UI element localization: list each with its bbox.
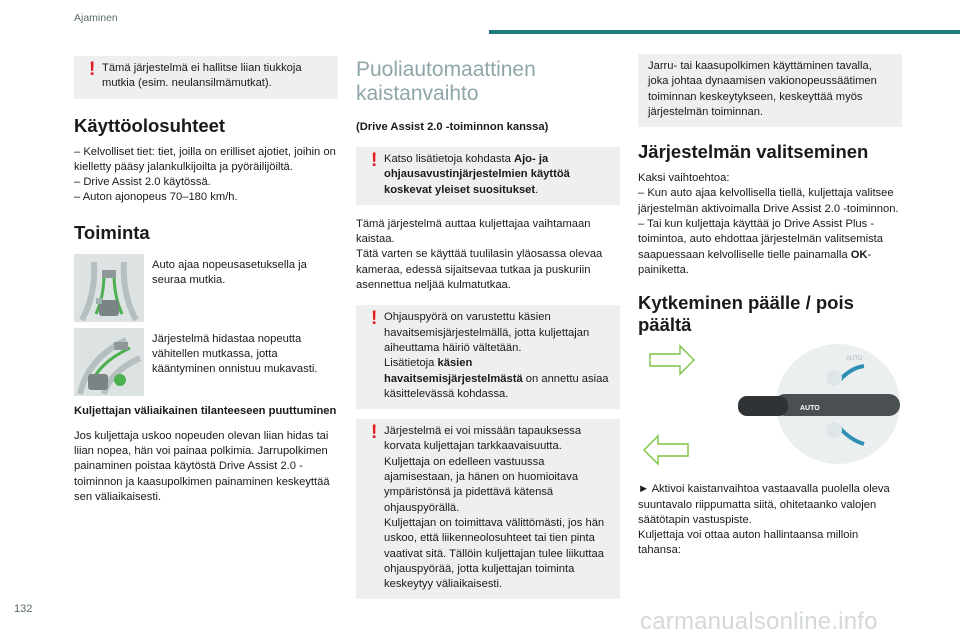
section-title: Puoliautomaattinen kaistanvaihto — [356, 58, 536, 105]
warning-suffix: on annettu asiaa käsittelevässä kohdassa. — [384, 372, 609, 400]
note-text: Jarru- tai kaasupolkimen käyttäminen tavalla, joka johtaa dynaamisen vakionopeussäätimen toiminnan keskeytykseen, keskeyttää myös järjestelmän toiminnan. — [648, 60, 877, 118]
warning-icon: ! — [89, 59, 96, 80]
warning-box — [74, 56, 338, 99]
warning-icon: ! — [371, 150, 378, 171]
warning-icon: ! — [371, 308, 378, 330]
curve-road-illustration — [74, 254, 144, 322]
operation-item — [74, 328, 338, 396]
activation-text: ► Aktivoi kaistanvaihtoa vastaavalla puolella oleva suuntavalo riippumatta siitä, ohitetaanko valojen säätötapin vastuspiste. Kuljettaja voi ottaa auton hallintaansa milloin tahansa: — [638, 483, 890, 557]
warning-box — [356, 419, 620, 599]
operation-item — [74, 254, 338, 322]
warning-prefix: Ohjauspyörä on varustettu käsien havaitsemisjärjestelmällä, jotta kuljettajan aiheuttama häiriö vältetään. Lisätietoja — [384, 311, 590, 370]
section-header: Ajaminen — [74, 12, 118, 24]
operation-text: Auto ajaa nopeusasetuksella ja seuraa mutkia. — [152, 258, 307, 287]
arrow-right-icon — [650, 346, 694, 374]
conditions-heading: Käyttöolosuhteet — [74, 114, 226, 136]
warning-box — [356, 305, 620, 409]
middle-column — [356, 54, 620, 599]
left-column — [74, 54, 338, 505]
section-subtitle: (Drive Assist 2.0 -toiminnon kanssa) — [356, 121, 549, 133]
page-number: 132 — [14, 603, 33, 615]
switch-heading: Kytkeminen päälle / pois päältä — [638, 292, 854, 336]
intervention-text: Jos kuljettaja uskoo nopeuden olevan liian hidas tai liian nopea, hän voi painaa polkimia. Jarrupolkimen painaminen poistaa käytöstä Drive Assist 2.0 -toiminnon ja kaasupolkimen painaminen keskeyttää sen väliaikaisesti. — [74, 429, 330, 503]
intervention-heading: Kuljettajan väliaikainen tilanteeseen puuttuminen — [74, 404, 337, 417]
watermark: carmanualsonline.info — [640, 608, 878, 635]
info-box — [356, 147, 620, 205]
operation-heading: Toiminta — [74, 221, 150, 243]
info-prefix: Katso lisätietoja kohdasta — [384, 153, 514, 165]
warning-link-text: käsien havaitsemisjärjestelmästä — [384, 357, 523, 385]
condition-line: – Kelvolliset tiet: tiet, joilla on erilliset ajotiet, joihin on kielletty pääsy jalankulkijoilta ja pyöräilijöiltä. — [74, 145, 336, 173]
selection-suffix: -painiketta. — [638, 248, 872, 276]
arrow-left-icon — [644, 436, 688, 464]
warning-icon: ! — [371, 422, 378, 444]
condition-line: – Auton ajonopeus 70–180 km/h. — [74, 191, 238, 204]
warning-text — [370, 310, 610, 402]
selection-text — [638, 171, 902, 278]
ok-button-label: OK — [850, 248, 868, 261]
description-paragraph: Tämä järjestelmä auttaa kuljettajaa vaihtamaan kaistaa. Tätä varten se käyttää tuulilasin yläosassa olevaa kameraa, edessä sijaitsevaa tutkaa ja puskuriin asennettua neljää kulmatutkaa. — [356, 217, 603, 292]
auto-label-top: AUTO — [846, 356, 863, 363]
warning-text: Järjestelmä ei voi missään tapauksessa korvata kuljettajan tarkkaavaisuutta. Kuljettaja on edelleen vastuussa ajamisestaan, ja hänen on huomioitava ympäristönsä ja pidettävä kätensä ohjauspyörällä. Kuljettajan on toimittava välittömästi, jos hän uskoo, että liikenneolosuhteet tai tien pinta vaativat sitä. Tällöin kuljettajan tulee liikuttaa ohjauspyörää, jotta kuljettajan toiminta keskeytyy väliaikaisesti. — [384, 425, 605, 591]
selection-body: Kaksi vaihtoehtoa: – Kun auto ajaa kelvollisella tiellä, kuljettaja valitsee järjestelmän aktivoimalla Drive Assist 2.0 -toiminnon. – Tai kun kuljettaja käyttää jo Drive Assist Plus -toimintoa, auto ehdottaa järjestelmän valitsemista saapuessaan kelvolliselle tielle painamalla — [638, 172, 899, 261]
info-suffix: . — [535, 183, 539, 196]
header-accent-bar — [489, 30, 960, 34]
operation-text: Järjestelmä hidastaa nopeutta vähitellen mutkassa, jotta kääntyminen onnistuu mukavasti. — [152, 332, 318, 376]
right-column — [638, 54, 902, 559]
warning-text: Tämä järjestelmä ei hallitse liian tiukkoja mutkia (esim. neulansilmämutkat). — [102, 62, 302, 90]
condition-line: – Drive Assist 2.0 käytössä. — [74, 176, 211, 189]
selection-heading: Järjestelmän valitseminen — [638, 141, 869, 163]
info-text — [370, 152, 610, 198]
note-box — [638, 54, 902, 127]
stalk-illustration — [638, 344, 902, 472]
auto-label: AUTO — [800, 405, 820, 413]
slowdown-illustration — [74, 328, 144, 396]
info-link-text: Ajo- ja ohjausavustinjärjestelmien käyttöä koskevat yleiset suositukset — [384, 153, 570, 196]
